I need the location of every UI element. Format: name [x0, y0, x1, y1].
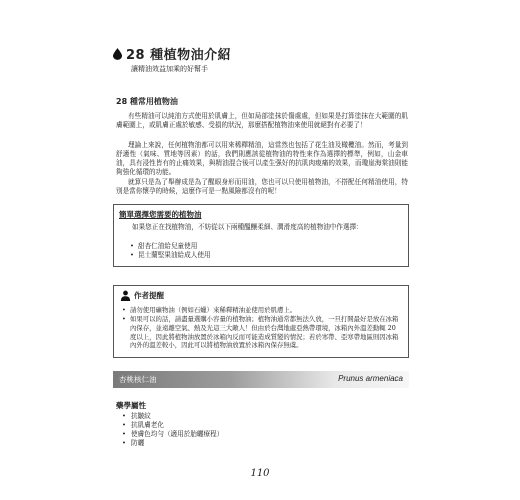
list-item: • 抗皺紋 — [131, 412, 151, 421]
oil-name: 杏桃核仁油 — [119, 375, 157, 384]
list-item: • 昆士蘭堅果油給成人使用 — [138, 251, 211, 260]
list-item: • 請勿使用礦物油（例如石蠟）來稀釋精油並使用於肌膚上。 — [130, 306, 402, 315]
author-note-header — [120, 290, 164, 301]
oil-latin-name: Prunus armeniaca — [338, 374, 403, 383]
page-title: 28 種植物油介紹 — [126, 48, 232, 63]
choose-oil-heading: 簡單選擇您需要的植物油 — [119, 210, 202, 219]
body-paragraph: 理論上來說，任何植物油都可以用來稀釋精油，這當然也包括了花生油及橄欖油。然而，考量到舒適性（氣味、質地等因素）的話，我們則應該從植物油的特性來作為選擇的標準，例如，山金車油，具有浸性皆有的止痛效果，與精油混合後可以產生强好的抗肌肉痠痛的效果，而瓊崖海棠油則能夠強化循環的功能。 — [116, 141, 408, 176]
choose-oil-intro: 如果您正在找植物油，不妨從以下兩種醞釀柔細、潤滑度高的植物油中作選擇： — [132, 223, 363, 231]
properties-heading: 藥學屬性 — [116, 401, 146, 410]
list-item: • 抗肌膚老化 — [131, 421, 164, 430]
list-item: • 使膚色均勻（適用於胎曬療程） — [131, 430, 223, 439]
author-note-heading: 作者提醒 — [134, 291, 164, 300]
oil-header-bar — [113, 371, 409, 388]
page-subtitle: 讓精油效益加乘的好幫手 — [131, 65, 208, 73]
list-item: • 甜杏仁油給兒童使用 — [138, 242, 197, 251]
oil-drop-icon — [113, 48, 122, 60]
author-note-box — [113, 285, 409, 358]
list-item: • 防曬 — [131, 439, 144, 448]
person-icon — [120, 290, 131, 301]
body-paragraph: 就算只是為了舉辦成是為了醒眼身形而用油，您也可以只使用植物油，不搭配任何精油使用，特別是當你懷孕的時候，這麼作可是一點風險都沒有的呢！ — [116, 178, 408, 195]
page-title-row — [113, 44, 231, 63]
section-heading: 28 種常用植物油 — [116, 97, 178, 106]
body-paragraph: 有些精油可以純油方式使用於肌膚上，但如局部塗抹於傷處處，但如果是打算塗抹在大範圍的肌膚範圍上，或肌膚正處於敏感、受損的狀況，那麼搭配植物油來使用就絕對有必要了！ — [116, 112, 408, 129]
page-number: 110 — [250, 468, 270, 479]
choose-oil-box — [113, 204, 409, 267]
list-item: • 如果可以的話，請盡量選購小容量的植物油；植物油通常都無法久放，一旦打開最好是放在冰箱內保存，並遠離空氣、熱及光這三大敵人！但由於台灣地處亞熱帶環境，冰箱內外溫差動輒 20 度以上，因此將植物油放置於冰箱內反而可能造成質變的情況；若於寒帶、亞寒帶地區則因冰箱內外的溫差較小，因此可以將植物油放置於冰箱內保存無虞。 — [130, 315, 402, 350]
